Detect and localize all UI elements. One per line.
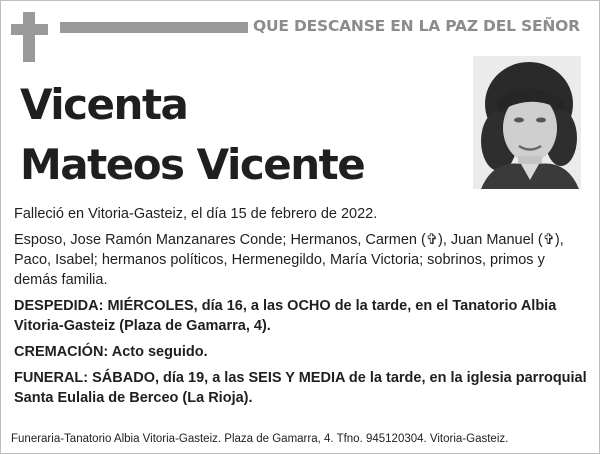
deceased-cross-icon: ✞ (425, 232, 438, 248)
funeral-info: FUNERAL: SÁBADO, día 19, a las SEIS Y MEDIA de la tarde, en la iglesia parroquial Santa Eulalia de Berceo (La Rioja). (14, 370, 587, 406)
funeral-home-footer: Funeraria-Tanatorio Albia Vitoria-Gasteiz. Plaza de Gamarra, 4. Tfno. 945120304. Vitoria-Gasteiz. (11, 433, 509, 445)
cremacion-info: CREMACIÓN: Acto seguido. (14, 344, 208, 360)
deceased-portrait-photo (473, 56, 581, 189)
despedida-info: DESPEDIDA: MIÉRCOLES, día 16, a las OCHO de la tarde, en el Tanatorio Albia Vitoria-Gasteiz (Plaza de Gamarra, 4). (14, 298, 557, 334)
header-divider-bar (60, 22, 248, 33)
header-title: QUE DESCANSE EN LA PAZ DEL SEÑOR (253, 17, 580, 35)
family-list: Esposo, Jose Ramón Manzanares Conde; Hermanos, Carmen (✞), Juan Manuel (✞), Paco, Isabel; hermanos políticos, Hermenegildo, María Victoria; sobrinos, primos y demás familia. (14, 232, 564, 288)
cross-icon (11, 12, 48, 62)
deceased-cross-icon: ✞ (542, 232, 555, 248)
death-notice: Falleció en Vitoria-Gasteiz, el día 15 de febrero de 2022. (14, 206, 378, 222)
deceased-surnames: Mateos Vicente (20, 140, 365, 189)
obituary-body (14, 204, 590, 414)
deceased-first-name: Vicenta (20, 80, 188, 129)
